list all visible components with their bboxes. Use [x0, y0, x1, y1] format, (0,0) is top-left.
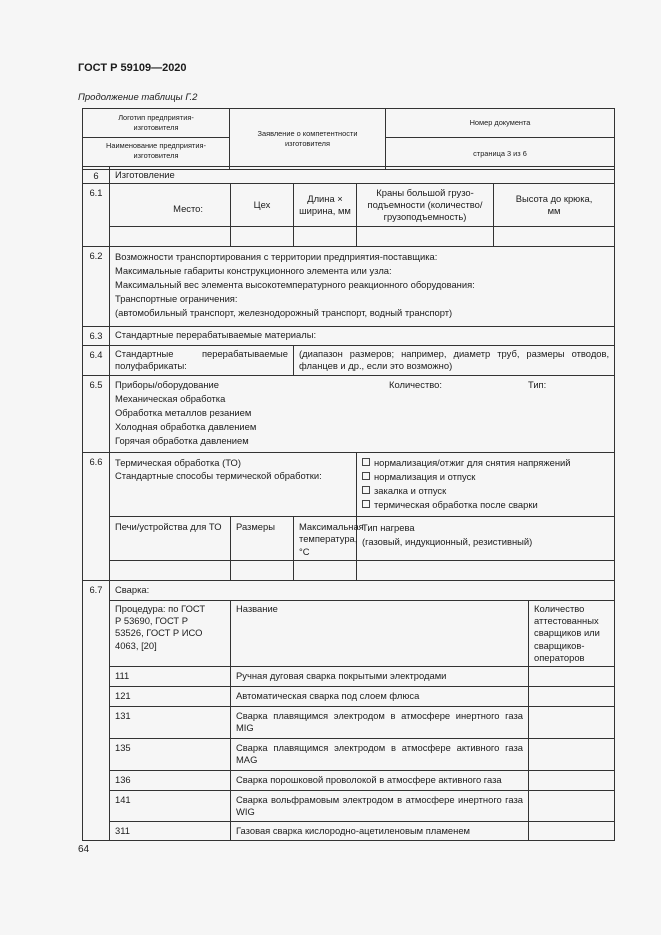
welding-code: 111: [110, 666, 231, 686]
heating-type-cell: [357, 517, 615, 561]
equipment-cell: [110, 376, 615, 453]
transport-line: Транспортные ограничения:: [115, 293, 238, 305]
heat-methods-label: Стандартные способы термической обработки:: [115, 470, 322, 482]
transport-line: Возможности транспортирования с территории предприятия-поставщика:: [115, 251, 438, 263]
furnace-header: Печи/устройства для ТО: [110, 517, 231, 561]
section-title: Изготовление: [110, 167, 615, 184]
heat-option-label: закалка и отпуск: [374, 485, 447, 497]
welding-process-name: Газовая сварка кислородно-ацетиленовым пламенем: [231, 821, 529, 840]
row-number: 6.4: [83, 346, 110, 376]
cranes-header: Краны большой грузо-подъемности (количество/ грузоподъемность): [357, 184, 494, 227]
heat-option: [362, 484, 609, 498]
page-number: 64: [78, 844, 90, 855]
welders-count-value: [529, 790, 615, 821]
furnace-value: [110, 560, 231, 580]
procedure-header: Процедура: по ГОСТ Р 53690, ГОСТ Р 53526, ГОСТ Р ИСО 4063, [20]: [110, 600, 231, 666]
dimensions-header: Длина × ширина, мм: [294, 184, 357, 227]
quantity-label: Количество:: [389, 379, 442, 391]
checkbox-icon[interactable]: [362, 500, 370, 508]
welders-count-value: [529, 770, 615, 790]
welders-count-value: [529, 686, 615, 706]
welding-title: Сварка:: [110, 580, 615, 600]
manufacturing-table: [82, 166, 615, 841]
row-number: 6.2: [83, 247, 110, 327]
row-number: 6.1: [83, 184, 110, 247]
row-number: 6: [83, 167, 110, 184]
type-label: Тип:: [528, 379, 547, 391]
welding-code: 136: [110, 770, 231, 790]
equipment-line: Приборы/оборудование: [115, 379, 220, 391]
row-number: 6.7: [83, 580, 110, 840]
welding-code: 141: [110, 790, 231, 821]
checkbox-icon[interactable]: [362, 458, 370, 466]
cranes-value: [357, 227, 494, 247]
heat-option: [362, 498, 609, 512]
statement-cell: Заявление о компетентности изготовителя: [230, 109, 386, 170]
welders-count-value: [529, 738, 615, 770]
transport-line: Максимальные габариты конструкционного элемента или узла:: [115, 265, 392, 277]
page-of-cell: страница 3 из 6: [386, 138, 615, 170]
equipment-line: Механическая обработка: [115, 393, 226, 405]
welding-process-name: Сварка вольфрамовым электродом в атмосфере инертного газа WIG: [231, 790, 529, 821]
heat-treatment-label: Термическая обработка (ТО): [115, 457, 241, 469]
welding-code: 135: [110, 738, 231, 770]
welding-process-name: Автоматическая сварка под слоем флюса: [231, 686, 529, 706]
welders-count-value: [529, 706, 615, 738]
welding-process-name: Ручная дуговая сварка покрытыми электродами: [231, 666, 529, 686]
logo-cell: Логотип предприятия-изготовителя: [83, 109, 230, 138]
welding-code: 131: [110, 706, 231, 738]
hook-height-header: Высота до крюка, мм: [494, 184, 615, 227]
welders-count-header: Количество аттестованных сварщиков или сварщиков-операторов: [529, 600, 615, 666]
company-name-cell: Наименование предприятия-изготовителя: [83, 138, 230, 170]
heat-option: [362, 456, 609, 470]
semi-products-label: Стандартные перерабатываемые полуфабрикаты:: [110, 346, 294, 376]
title-block: [82, 108, 615, 170]
welding-code: 311: [110, 821, 231, 840]
heat-option-label: термическая обработка после сварки: [374, 499, 538, 511]
equipment-line: Холодная обработка давлением: [115, 421, 257, 433]
shop-header: Цех: [231, 184, 294, 227]
transport-line: Максимальный вес элемента высокотемпературного реакционного оборудования:: [115, 279, 475, 291]
heat-option-label: нормализация/отжиг для снятия напряжений: [374, 457, 571, 469]
welders-count-value: [529, 821, 615, 840]
welding-process-name: Сварка плавящимся электродом в атмосфере активного газа MAG: [231, 738, 529, 770]
heat-options-cell: [357, 453, 615, 517]
hook-height-value: [494, 227, 615, 247]
dimensions-value: [294, 227, 357, 247]
max-temperature-header: Максимальная температура, °C: [294, 517, 357, 561]
row-number: 6.6: [83, 453, 110, 581]
row-number: 6.3: [83, 327, 110, 346]
heating-type-value: [357, 560, 615, 580]
welding-code: 121: [110, 686, 231, 706]
table-continuation-caption: Продолжение таблицы Г.2: [78, 92, 198, 103]
doc-number-cell: Номер документа: [386, 109, 615, 138]
heating-types: (газовый, индукционный, резистивный): [362, 536, 533, 548]
heat-option-label: нормализация и отпуск: [374, 471, 476, 483]
max-temperature-value: [294, 560, 357, 580]
welding-process-name: Сварка плавящимся электродом в атмосфере инертного газа MIG: [231, 706, 529, 738]
checkbox-icon[interactable]: [362, 472, 370, 480]
place-value: [110, 227, 231, 247]
transport-line: (автомобильный транспорт, железнодорожный транспорт, водный транспорт): [115, 307, 453, 319]
welders-count-value: [529, 666, 615, 686]
sizes-header: Размеры: [231, 517, 294, 561]
row-number: 6.5: [83, 376, 110, 453]
welding-process-name: Сварка порошковой проволокой в атмосфере активного газа: [231, 770, 529, 790]
checkbox-icon[interactable]: [362, 486, 370, 494]
sizes-value: [231, 560, 294, 580]
heating-type-header: Тип нагрева: [362, 522, 415, 534]
welding-name-header: Название: [231, 600, 529, 666]
shop-value: [231, 227, 294, 247]
materials-cell: Стандартные перерабатываемые материалы:: [110, 327, 615, 346]
equipment-line: Обработка металлов резанием: [115, 407, 252, 419]
document-title: ГОСТ Р 59109—2020: [78, 62, 187, 74]
semi-products-range: (диапазон размеров; например, диаметр труб, размеры отводов, фланцев и др., если это возможно): [294, 346, 615, 376]
equipment-line: Горячая обработка давлением: [115, 435, 249, 447]
heat-treatment-cell: [110, 453, 357, 517]
place-label: Место:: [110, 184, 231, 227]
transport-cell: [110, 247, 615, 327]
heat-option: [362, 470, 609, 484]
